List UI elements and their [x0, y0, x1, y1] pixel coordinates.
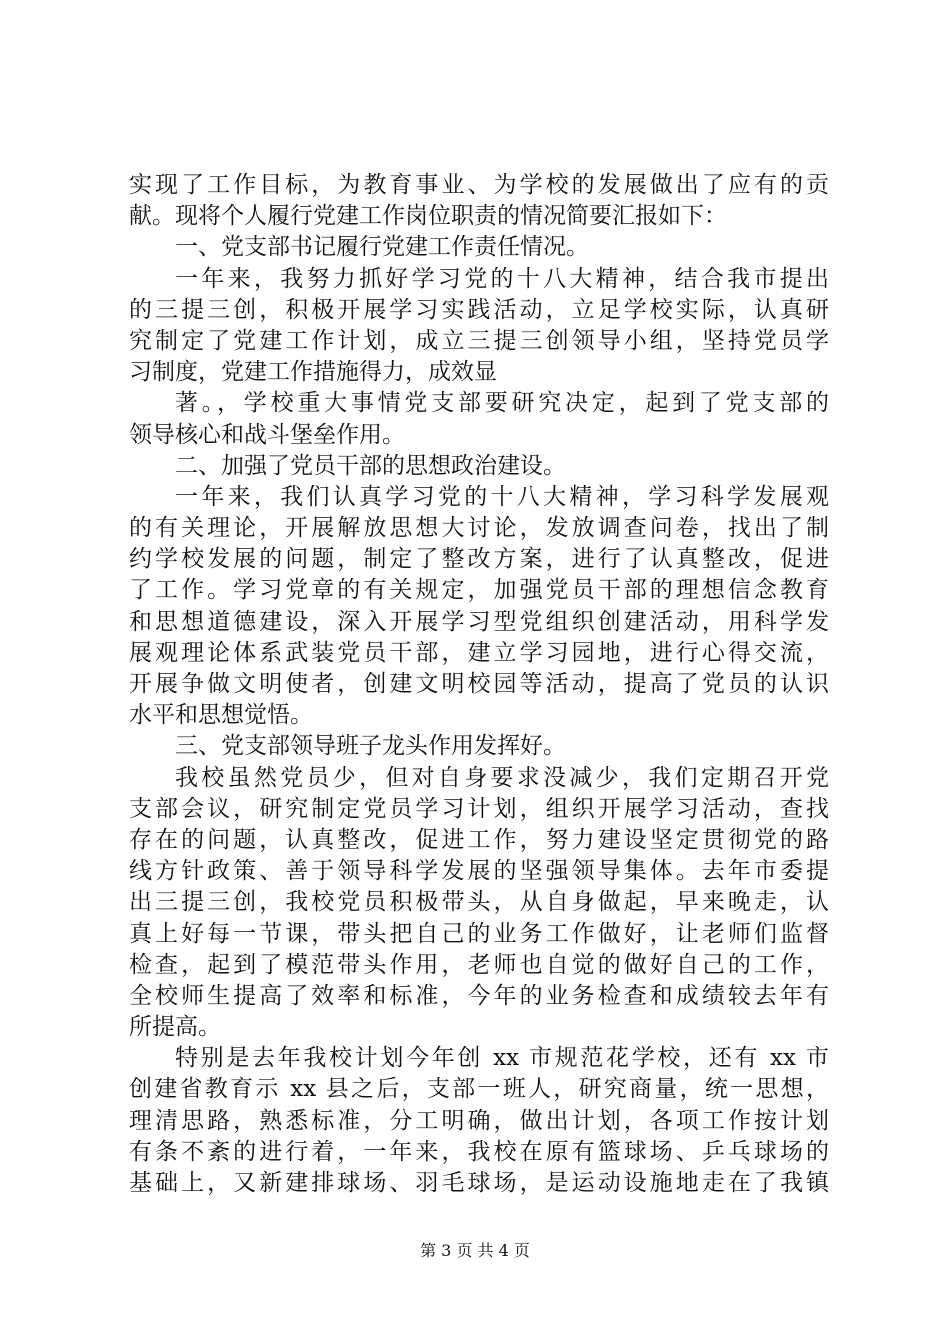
text-line: 真上好每一节课，带头把自己的业务工作做好，让老师们监督 — [129, 920, 829, 947]
text-line: 一、党支部书记履行党建工作责任情况。 — [175, 234, 589, 261]
text-line: 展观理论体系武装党员干部，建立学习园地，进行心得交流， — [129, 639, 829, 666]
text-line: 和思想道德建设，深入开展学习型党组织创建活动，用科学发 — [129, 608, 829, 635]
text-line: 著。，学校重大事情党支部要研究决定，起到了党支部的 — [175, 390, 829, 417]
text-line: 领导核心和战斗堡垒作用。 — [129, 421, 405, 448]
text-line: 出三提三创，我校党员积极带头，从自身做起，早来晚走，认 — [129, 889, 829, 916]
text-line: 了工作。学习党章的有关规定，加强党员干部的理想信念教育 — [129, 577, 829, 604]
text-line: 创建省教育示 xx 县之后，支部一班人，研究商量，统一思想， — [129, 1076, 829, 1103]
text-line: 的三提三创，积极开展学习实践活动，立足学校实际，认真研 — [129, 296, 829, 323]
text-line: 三、党支部领导班子龙头作用发挥好。 — [175, 733, 566, 760]
text-line: 习制度，党建工作措施得力，成效显 — [129, 359, 497, 386]
text-line: 约学校发展的问题，制定了整改方案，进行了认真整改，促进 — [129, 546, 829, 573]
body-text — [129, 170, 829, 1199]
text-line: 一年来，我们认真学习党的十八大精神，学习科学发展观 — [175, 483, 829, 510]
text-line: 二、加强了党员干部的思想政治建设。 — [175, 452, 566, 479]
text-line: 存在的问题，认真整改，促进工作，努力建设坚定贯彻党的路 — [129, 826, 829, 853]
text-line: 的有关理论，开展解放思想大讨论，发放调查问卷，找出了制 — [129, 515, 829, 542]
page-footer: 第 3 页 共 4 页 — [420, 1241, 530, 1260]
text-line: 我校虽然党员少，但对自身要求没减少，我们定期召开党 — [175, 764, 829, 791]
text-line: 献。现将个人履行党建工作岗位职责的情况简要汇报如下： — [129, 203, 727, 230]
text-line: 实现了工作目标，为教育事业、为学校的发展做出了应有的贡 — [129, 172, 829, 198]
text-line: 水平和思想觉悟。 — [129, 702, 313, 729]
text-line: 理清思路，熟悉标准，分工明确，做出计划，各项工作按计划 — [129, 1107, 829, 1134]
text-line: 特别是去年我校计划今年创 xx 市规范花学校，还有 xx 市 — [175, 1045, 829, 1072]
text-line: 支部会议，研究制定党员学习计划，组织开展学习活动，查找 — [129, 795, 829, 822]
text-line: 一年来，我努力抓好学习党的十八大精神，结合我市提出 — [175, 265, 829, 292]
text-line: 所提高。 — [129, 1014, 221, 1041]
text-line: 开展争做文明使者，创建文明校园等活动，提高了党员的认识 — [129, 671, 829, 697]
text-line: 有条不紊的进行着，一年来，我校在原有篮球场、乒乓球场的 — [129, 1138, 829, 1165]
text-line: 基础上，又新建排球场、羽毛球场，是运动设施地走在了我镇 — [129, 1170, 829, 1196]
text-line: 全校师生提高了效率和标准，今年的业务检查和成绩较去年有 — [129, 982, 829, 1009]
text-line: 究制定了党建工作计划，成立三提三创领导小组，坚持党员学 — [129, 327, 829, 354]
text-line: 检查，起到了模范带头作用，老师也自觉的做好自己的工作， — [129, 951, 829, 978]
text-line: 线方针政策、善于领导科学发展的坚强领导集体。去年市委提 — [129, 858, 829, 885]
